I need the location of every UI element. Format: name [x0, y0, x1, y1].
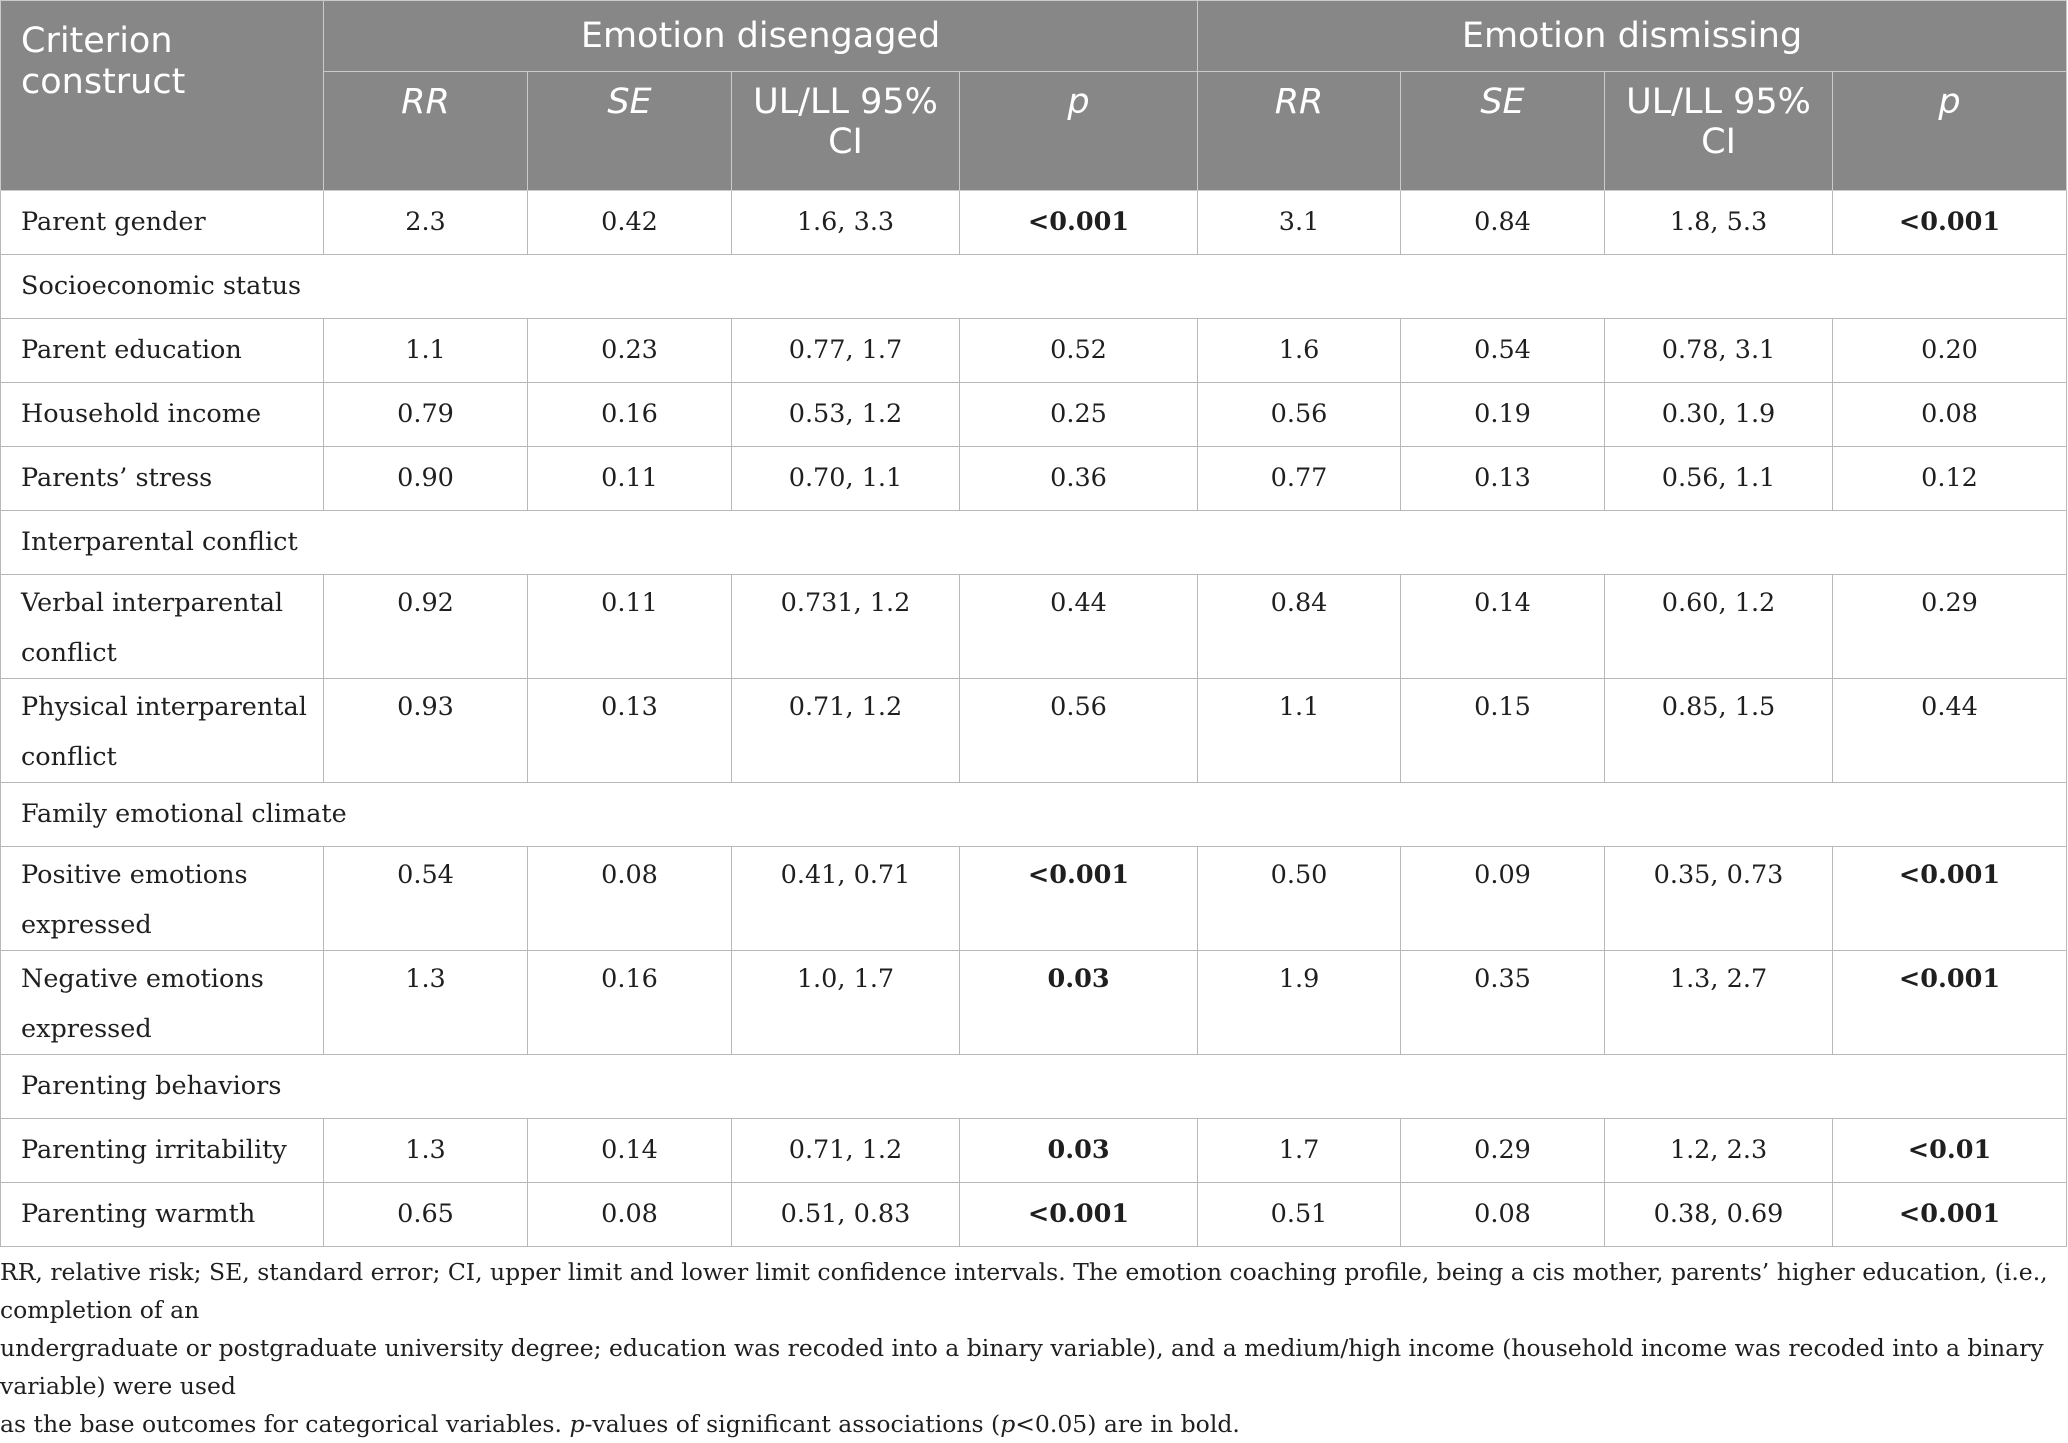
section-row — [1, 783, 2067, 847]
criterion-header-line-2: construct — [21, 62, 186, 102]
table-cell: 0.13 — [1401, 447, 1605, 511]
table-cell: 1.8, 5.3 — [1605, 191, 1833, 255]
row-label — [1, 679, 324, 783]
criterion-construct-header — [1, 1, 324, 191]
footnote-italic-p: p — [1000, 1410, 1016, 1438]
row-label-line: conflict — [21, 742, 117, 772]
section-row — [1, 511, 2067, 575]
table-cell: 0.44 — [1833, 679, 2067, 783]
table-cell: 0.78, 3.1 — [1605, 319, 1833, 383]
table-cell: 0.85, 1.5 — [1605, 679, 1833, 783]
table-cell: 0.41, 0.71 — [732, 847, 960, 951]
header-line: CI — [828, 122, 863, 162]
dismissing-ci-header — [1605, 72, 1833, 191]
table-row — [1, 1183, 2067, 1247]
table-cell: 0.60, 1.2 — [1605, 575, 1833, 679]
table-cell: 0.14 — [528, 1119, 732, 1183]
table-row — [1, 447, 2067, 511]
table-cell: 0.38, 0.69 — [1605, 1183, 1833, 1247]
table-cell: 0.70, 1.1 — [732, 447, 960, 511]
table-cell: 0.56 — [960, 679, 1198, 783]
table-row — [1, 847, 2067, 951]
table-cell: 0.14 — [1401, 575, 1605, 679]
table-cell: 0.03 — [960, 951, 1198, 1055]
table-cell: 1.7 — [1198, 1119, 1401, 1183]
row-label-line: conflict — [21, 638, 117, 668]
row-label: Parent gender — [1, 191, 324, 255]
table-cell: 0.08 — [1401, 1183, 1605, 1247]
row-label-line: Positive emotions — [21, 860, 248, 890]
footnote-line-2: undergraduate or postgraduate university degree; education was recoded into a binary variable), and a medium/high income (household income was recoded into a binary variable) were used — [0, 1334, 2044, 1400]
table-cell: <0.001 — [960, 847, 1198, 951]
table-cell: 0.20 — [1833, 319, 2067, 383]
table-cell: 0.731, 1.2 — [732, 575, 960, 679]
emotion-dismissing-header: Emotion dismissing — [1198, 1, 2067, 72]
table-cell: 0.35, 0.73 — [1605, 847, 1833, 951]
table-cell: 0.65 — [324, 1183, 528, 1247]
table-cell: 0.03 — [960, 1119, 1198, 1183]
table-cell: 0.53, 1.2 — [732, 383, 960, 447]
table-cell: 0.56 — [1198, 383, 1401, 447]
table-cell: 0.23 — [528, 319, 732, 383]
table-cell: 0.36 — [960, 447, 1198, 511]
table-cell: 0.79 — [324, 383, 528, 447]
table-cell: 0.19 — [1401, 383, 1605, 447]
row-label — [1, 847, 324, 951]
disengaged-se-header: SE — [528, 72, 732, 191]
dismissing-se-header: SE — [1401, 72, 1605, 191]
row-label: Parenting warmth — [1, 1183, 324, 1247]
table-cell: 0.71, 1.2 — [732, 1119, 960, 1183]
row-label-line: expressed — [21, 1014, 152, 1044]
header-line: UL/LL 95% — [753, 82, 938, 122]
footnote-text: <0.05) are in bold. — [1015, 1410, 1240, 1438]
footnote-line-3 — [0, 1405, 2050, 1443]
row-label-line: Negative emotions — [21, 964, 264, 994]
header-line: CI — [1701, 122, 1736, 162]
table-cell: 0.54 — [1401, 319, 1605, 383]
footnote-italic-p: p — [569, 1410, 585, 1438]
row-label: Parent education — [1, 319, 324, 383]
table-row — [1, 1119, 2067, 1183]
table-cell: 0.25 — [960, 383, 1198, 447]
table-cell: 1.6, 3.3 — [732, 191, 960, 255]
row-label-line: expressed — [21, 910, 152, 940]
section-row — [1, 255, 2067, 319]
section-label: Parenting behaviors — [1, 1055, 2067, 1119]
table-row — [1, 191, 2067, 255]
table-cell: <0.001 — [1833, 847, 2067, 951]
table-cell: 0.15 — [1401, 679, 1605, 783]
table-cell: 0.16 — [528, 951, 732, 1055]
table-cell: <0.001 — [1833, 951, 2067, 1055]
table-row — [1, 319, 2067, 383]
disengaged-rr-header: RR — [324, 72, 528, 191]
section-label: Interparental conflict — [1, 511, 2067, 575]
table-cell: 0.11 — [528, 447, 732, 511]
table-cell: 0.84 — [1198, 575, 1401, 679]
row-label: Parents’ stress — [1, 447, 324, 511]
table-cell: 0.08 — [528, 1183, 732, 1247]
section-label: Socioeconomic status — [1, 255, 2067, 319]
table-cell: 0.35 — [1401, 951, 1605, 1055]
table-body — [1, 191, 2067, 1247]
table-cell: 1.1 — [1198, 679, 1401, 783]
table-cell: 1.1 — [324, 319, 528, 383]
table-cell: 0.51, 0.83 — [732, 1183, 960, 1247]
table-cell: 0.29 — [1833, 575, 2067, 679]
table-cell: 0.09 — [1401, 847, 1605, 951]
disengaged-ci-header — [732, 72, 960, 191]
table-cell: <0.01 — [1833, 1119, 2067, 1183]
table-cell: <0.001 — [960, 191, 1198, 255]
row-label — [1, 575, 324, 679]
table-cell: 0.16 — [528, 383, 732, 447]
table-cell: 1.3 — [324, 1119, 528, 1183]
table-cell: 0.90 — [324, 447, 528, 511]
table-cell: 0.08 — [528, 847, 732, 951]
table-cell: 2.3 — [324, 191, 528, 255]
table-cell: 0.56, 1.1 — [1605, 447, 1833, 511]
dismissing-p-header: p — [1833, 72, 2067, 191]
table-cell: 0.44 — [960, 575, 1198, 679]
table-cell: 1.2, 2.3 — [1605, 1119, 1833, 1183]
table-cell: 0.77 — [1198, 447, 1401, 511]
table-cell: 0.54 — [324, 847, 528, 951]
table-row — [1, 575, 2067, 679]
row-label-line: Physical interparental — [21, 692, 307, 722]
table-cell: <0.001 — [960, 1183, 1198, 1247]
table-cell: 1.6 — [1198, 319, 1401, 383]
footnote-line-1: RR, relative risk; SE, standard error; CI, upper limit and lower limit confidence intervals. The emotion coaching profile, being a cis mother, parents’ higher education, (i.e., completion of an — [0, 1258, 2048, 1324]
table-cell: 1.9 — [1198, 951, 1401, 1055]
footnote-text: -values of significant associations ( — [584, 1410, 1001, 1438]
dismissing-rr-header: RR — [1198, 72, 1401, 191]
table-cell: 0.84 — [1401, 191, 1605, 255]
row-label — [1, 951, 324, 1055]
disengaged-p-header: p — [960, 72, 1198, 191]
emotion-disengaged-header: Emotion disengaged — [324, 1, 1198, 72]
table-cell: 0.13 — [528, 679, 732, 783]
table-cell: 0.93 — [324, 679, 528, 783]
row-label: Household income — [1, 383, 324, 447]
table-cell: 0.51 — [1198, 1183, 1401, 1247]
table-cell: 0.11 — [528, 575, 732, 679]
table-cell: 0.52 — [960, 319, 1198, 383]
table-cell: 0.71, 1.2 — [732, 679, 960, 783]
table-cell: <0.001 — [1833, 191, 2067, 255]
table-cell: 0.50 — [1198, 847, 1401, 951]
header-line: UL/LL 95% — [1626, 82, 1811, 122]
table-cell: 0.92 — [324, 575, 528, 679]
section-label: Family emotional climate — [1, 783, 2067, 847]
table-row — [1, 679, 2067, 783]
row-label: Parenting irritability — [1, 1119, 324, 1183]
table-cell: 1.3, 2.7 — [1605, 951, 1833, 1055]
table-cell: 0.12 — [1833, 447, 2067, 511]
table-cell: 3.1 — [1198, 191, 1401, 255]
row-label-line: Verbal interparental — [21, 588, 284, 618]
table-cell: 0.30, 1.9 — [1605, 383, 1833, 447]
table-cell: 1.3 — [324, 951, 528, 1055]
table-cell: <0.001 — [1833, 1183, 2067, 1247]
table-row — [1, 383, 2067, 447]
table-cell: 0.08 — [1833, 383, 2067, 447]
table-cell: 0.29 — [1401, 1119, 1605, 1183]
table-row — [1, 951, 2067, 1055]
table-cell: 1.0, 1.7 — [732, 951, 960, 1055]
criterion-header-line-1: Criterion — [21, 21, 173, 61]
section-row — [1, 1055, 2067, 1119]
table-cell: 0.42 — [528, 191, 732, 255]
table-cell: 0.77, 1.7 — [732, 319, 960, 383]
footnote-text: as the base outcomes for categorical variables. — [0, 1410, 570, 1438]
table-header — [1, 1, 2067, 191]
table-footnote — [0, 1253, 2050, 1443]
